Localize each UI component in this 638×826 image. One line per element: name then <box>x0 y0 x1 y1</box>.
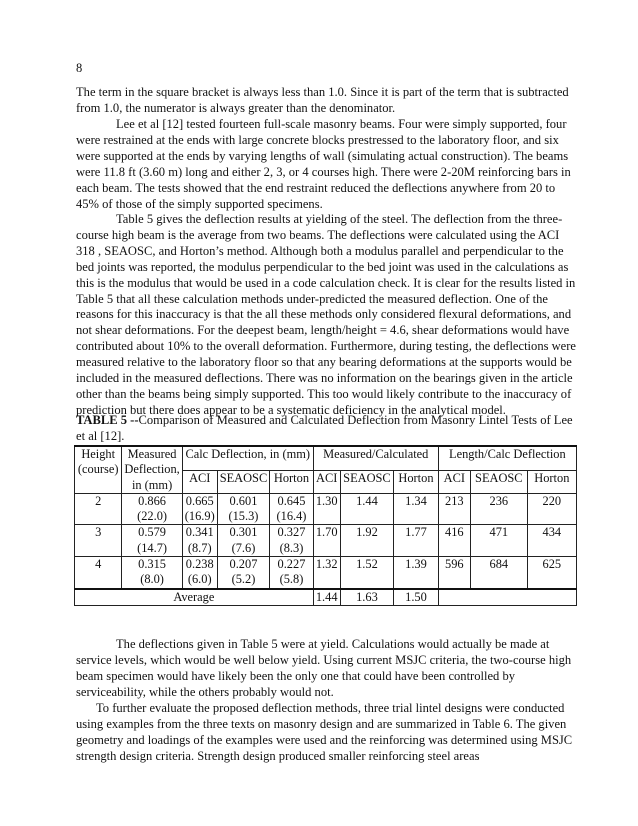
table-caption <box>76 413 576 445</box>
cell-length-aci: 596 <box>438 557 470 589</box>
header-length-calc: Length/Calc Deflection <box>438 446 576 470</box>
cell-calc-aci <box>182 557 217 589</box>
subheader-seaosc: SEAOSC <box>217 470 270 493</box>
cell-calc-seaosc <box>217 493 270 525</box>
cell-calc-aci <box>182 525 217 557</box>
subheader-seaosc: SEAOSC <box>340 470 394 493</box>
header-measured-calculated: Measured/Calculated <box>313 446 438 470</box>
cell-value-mm: (8.0) <box>140 572 164 587</box>
cell-value-in: 0.645 <box>277 493 306 508</box>
cell-value-in: 0.301 <box>229 525 258 540</box>
page-number: 8 <box>76 61 83 75</box>
paragraph-trial-designs: To further evaluate the proposed deflection methods, three trial lintel designs were conducted using examples from the three texts on masonry design and are summarized in Table 6. The given geometry and loadings of the examples were used and the reinforcing was determined using MSJC strength design criteria. Strength design produced smaller reinforcing steel areas <box>76 701 573 763</box>
subheader-horton: Horton <box>527 470 576 493</box>
cell-length-seaosc: 684 <box>470 557 527 589</box>
table-caption-label: TABLE 5 -- <box>76 413 139 427</box>
cell-length-seaosc: 471 <box>470 525 527 557</box>
paragraph-lee-tests: Lee et al [12] tested fourteen full-scale masonry beams. Four were simply supported, four were restrained at the ends with large concrete blocks prestressed to the laboratory floor, and six were supported at the ends by varying lengths of wall (simulating actual construction). The beams were 11.8 ft (3.60 m) long and either 2, 3, or 4 courses high. There were 2-20M reinforcing bars in each beam. The tests showed that the end restraint reduced the deflections anywhere from 20 to 45% of those of the simply supported specimens. <box>76 117 571 211</box>
table-caption-text: Comparison of Measured and Calculated Deflection from Masonry Lintel Tests of Lee et al [12]. <box>76 413 573 443</box>
cell-ratio-seaosc: 1.92 <box>340 525 394 557</box>
cell-calc-horton <box>270 557 314 589</box>
cell-value-in: 0.327 <box>277 525 306 540</box>
cell-calc-seaosc <box>217 525 270 557</box>
cell-value-in: 0.341 <box>185 525 214 540</box>
cell-value-mm: (5.8) <box>279 572 304 587</box>
cell-ratio-horton: 1.34 <box>394 493 438 525</box>
cell-calc-aci <box>182 493 217 525</box>
cell-length-horton: 434 <box>527 525 576 557</box>
cell-value-mm: (5.2) <box>231 572 256 587</box>
cell-ratio-horton: 1.77 <box>394 525 438 557</box>
header-height <box>75 446 122 493</box>
subheader-aci: ACI <box>313 470 340 493</box>
cell-calc-seaosc <box>217 557 270 589</box>
cell-value-in: 0.227 <box>277 557 306 572</box>
header-measured-line1: Measured <box>127 447 177 461</box>
cell-calc-horton <box>270 493 314 525</box>
cell-ratio-horton: 1.39 <box>394 557 438 589</box>
average-ratio-horton: 1.50 <box>394 589 438 606</box>
cell-measured <box>122 557 182 589</box>
cell-value-in: 0.866 <box>138 493 167 508</box>
paragraph-yield-service: The deflections given in Table 5 were at yield. Calculations would actually be made at service levels, which would be well below yield. Using current MSJC criteria, the two-course high beam specimen would have likely been the only one that could have been controlled by serviceability, while the others probably would not. <box>76 637 572 699</box>
cell-value-mm: (8.7) <box>187 540 212 555</box>
table-header-row <box>75 446 577 470</box>
cell-height: 4 <box>75 557 122 589</box>
cell-ratio-seaosc: 1.52 <box>340 557 394 589</box>
cell-value-in: 0.315 <box>138 557 167 572</box>
header-height-line1: Height <box>81 447 116 461</box>
subheader-horton: Horton <box>270 470 314 493</box>
average-ratio-seaosc: 1.63 <box>340 589 394 606</box>
table-average-row <box>75 589 577 606</box>
subheader-seaosc: SEAOSC <box>470 470 527 493</box>
cell-ratio-aci: 1.30 <box>313 493 340 525</box>
cell-length-seaosc: 236 <box>470 493 527 525</box>
cell-length-aci: 213 <box>438 493 470 525</box>
cell-ratio-aci: 1.70 <box>313 525 340 557</box>
cell-value-mm: (22.0) <box>137 509 168 524</box>
cell-ratio-aci: 1.32 <box>313 557 340 589</box>
cell-height: 3 <box>75 525 122 557</box>
cell-value-mm: (7.6) <box>231 540 256 555</box>
header-measured-line2: Deflection, <box>124 462 180 477</box>
average-empty-cell <box>438 589 576 606</box>
cell-calc-horton <box>270 525 314 557</box>
header-measured <box>122 446 182 493</box>
cell-value-mm: (6.0) <box>187 572 212 587</box>
cell-value-in: 0.579 <box>138 525 167 540</box>
cell-value-in: 0.665 <box>185 493 214 508</box>
cell-measured <box>122 493 182 525</box>
header-calc-deflection: Calc Deflection, in (mm) <box>182 446 313 470</box>
table-row <box>75 493 577 525</box>
subheader-aci: ACI <box>182 470 217 493</box>
subheader-horton: Horton <box>394 470 438 493</box>
average-label: Average <box>75 589 314 606</box>
cell-value-in: 0.601 <box>229 493 258 508</box>
cell-value-mm: (14.7) <box>137 540 168 555</box>
cell-height: 2 <box>75 493 122 525</box>
cell-value-in: 0.207 <box>229 557 258 572</box>
paragraph-bracket-term: The term in the square bracket is always less than 1.0. Since it is part of the term that is subtracted from 1.0, the numerator is always greater than the denominator. <box>76 85 569 115</box>
paragraph-table5-discussion: Table 5 gives the deflection results at yielding of the steel. The deflection from the three-course high beam is the average from two beams. The deflections were calculated using the ACI 318 , SEAOSC, and Horton’s method. Although both a modulus parallel and perpendicular to the bed joints was reported, the modulus perpendicular to the bed joint was used in the calculations as this is the modulus that would be used in a code calculation check. It is clear for the results listed in Table 5 that all these calculation methods under-predicted the measured deflection. One of the reasons for this inaccuracy is that the all these methods only considered flexural deformations, and not shear deformations. For the deepest beam, length/height = 4.6, shear deformations would have contributed about 10% to the overall deformation. Furthermore, during testing, the deflections were measured relative to the laboratory floor so that any bearing deformations at the supports would be included in the measured deflections. There was no information on the bearings given in the article other than the beams being simply supported. This too would likely contribute to the inaccuracy of prediction but there does appear to be a systematic deficiency in the analytical model. <box>76 212 576 417</box>
subheader-aci: ACI <box>438 470 470 493</box>
header-measured-line3: in (mm) <box>131 477 173 492</box>
cell-value-mm: (16.4) <box>276 509 307 524</box>
cell-length-aci: 416 <box>438 525 470 557</box>
cell-length-horton: 220 <box>527 493 576 525</box>
cell-value-in: 0.238 <box>185 557 214 572</box>
cell-measured <box>122 525 182 557</box>
cell-value-mm: (8.3) <box>279 540 304 555</box>
table-row <box>75 557 577 589</box>
cell-length-horton: 625 <box>527 557 576 589</box>
cell-value-mm: (15.3) <box>228 509 259 524</box>
cell-value-mm: (16.9) <box>184 509 215 524</box>
header-height-line2: (course) <box>77 462 119 477</box>
table-row <box>75 525 577 557</box>
average-ratio-aci: 1.44 <box>313 589 340 606</box>
cell-ratio-seaosc: 1.44 <box>340 493 394 525</box>
deflection-table <box>74 445 577 606</box>
